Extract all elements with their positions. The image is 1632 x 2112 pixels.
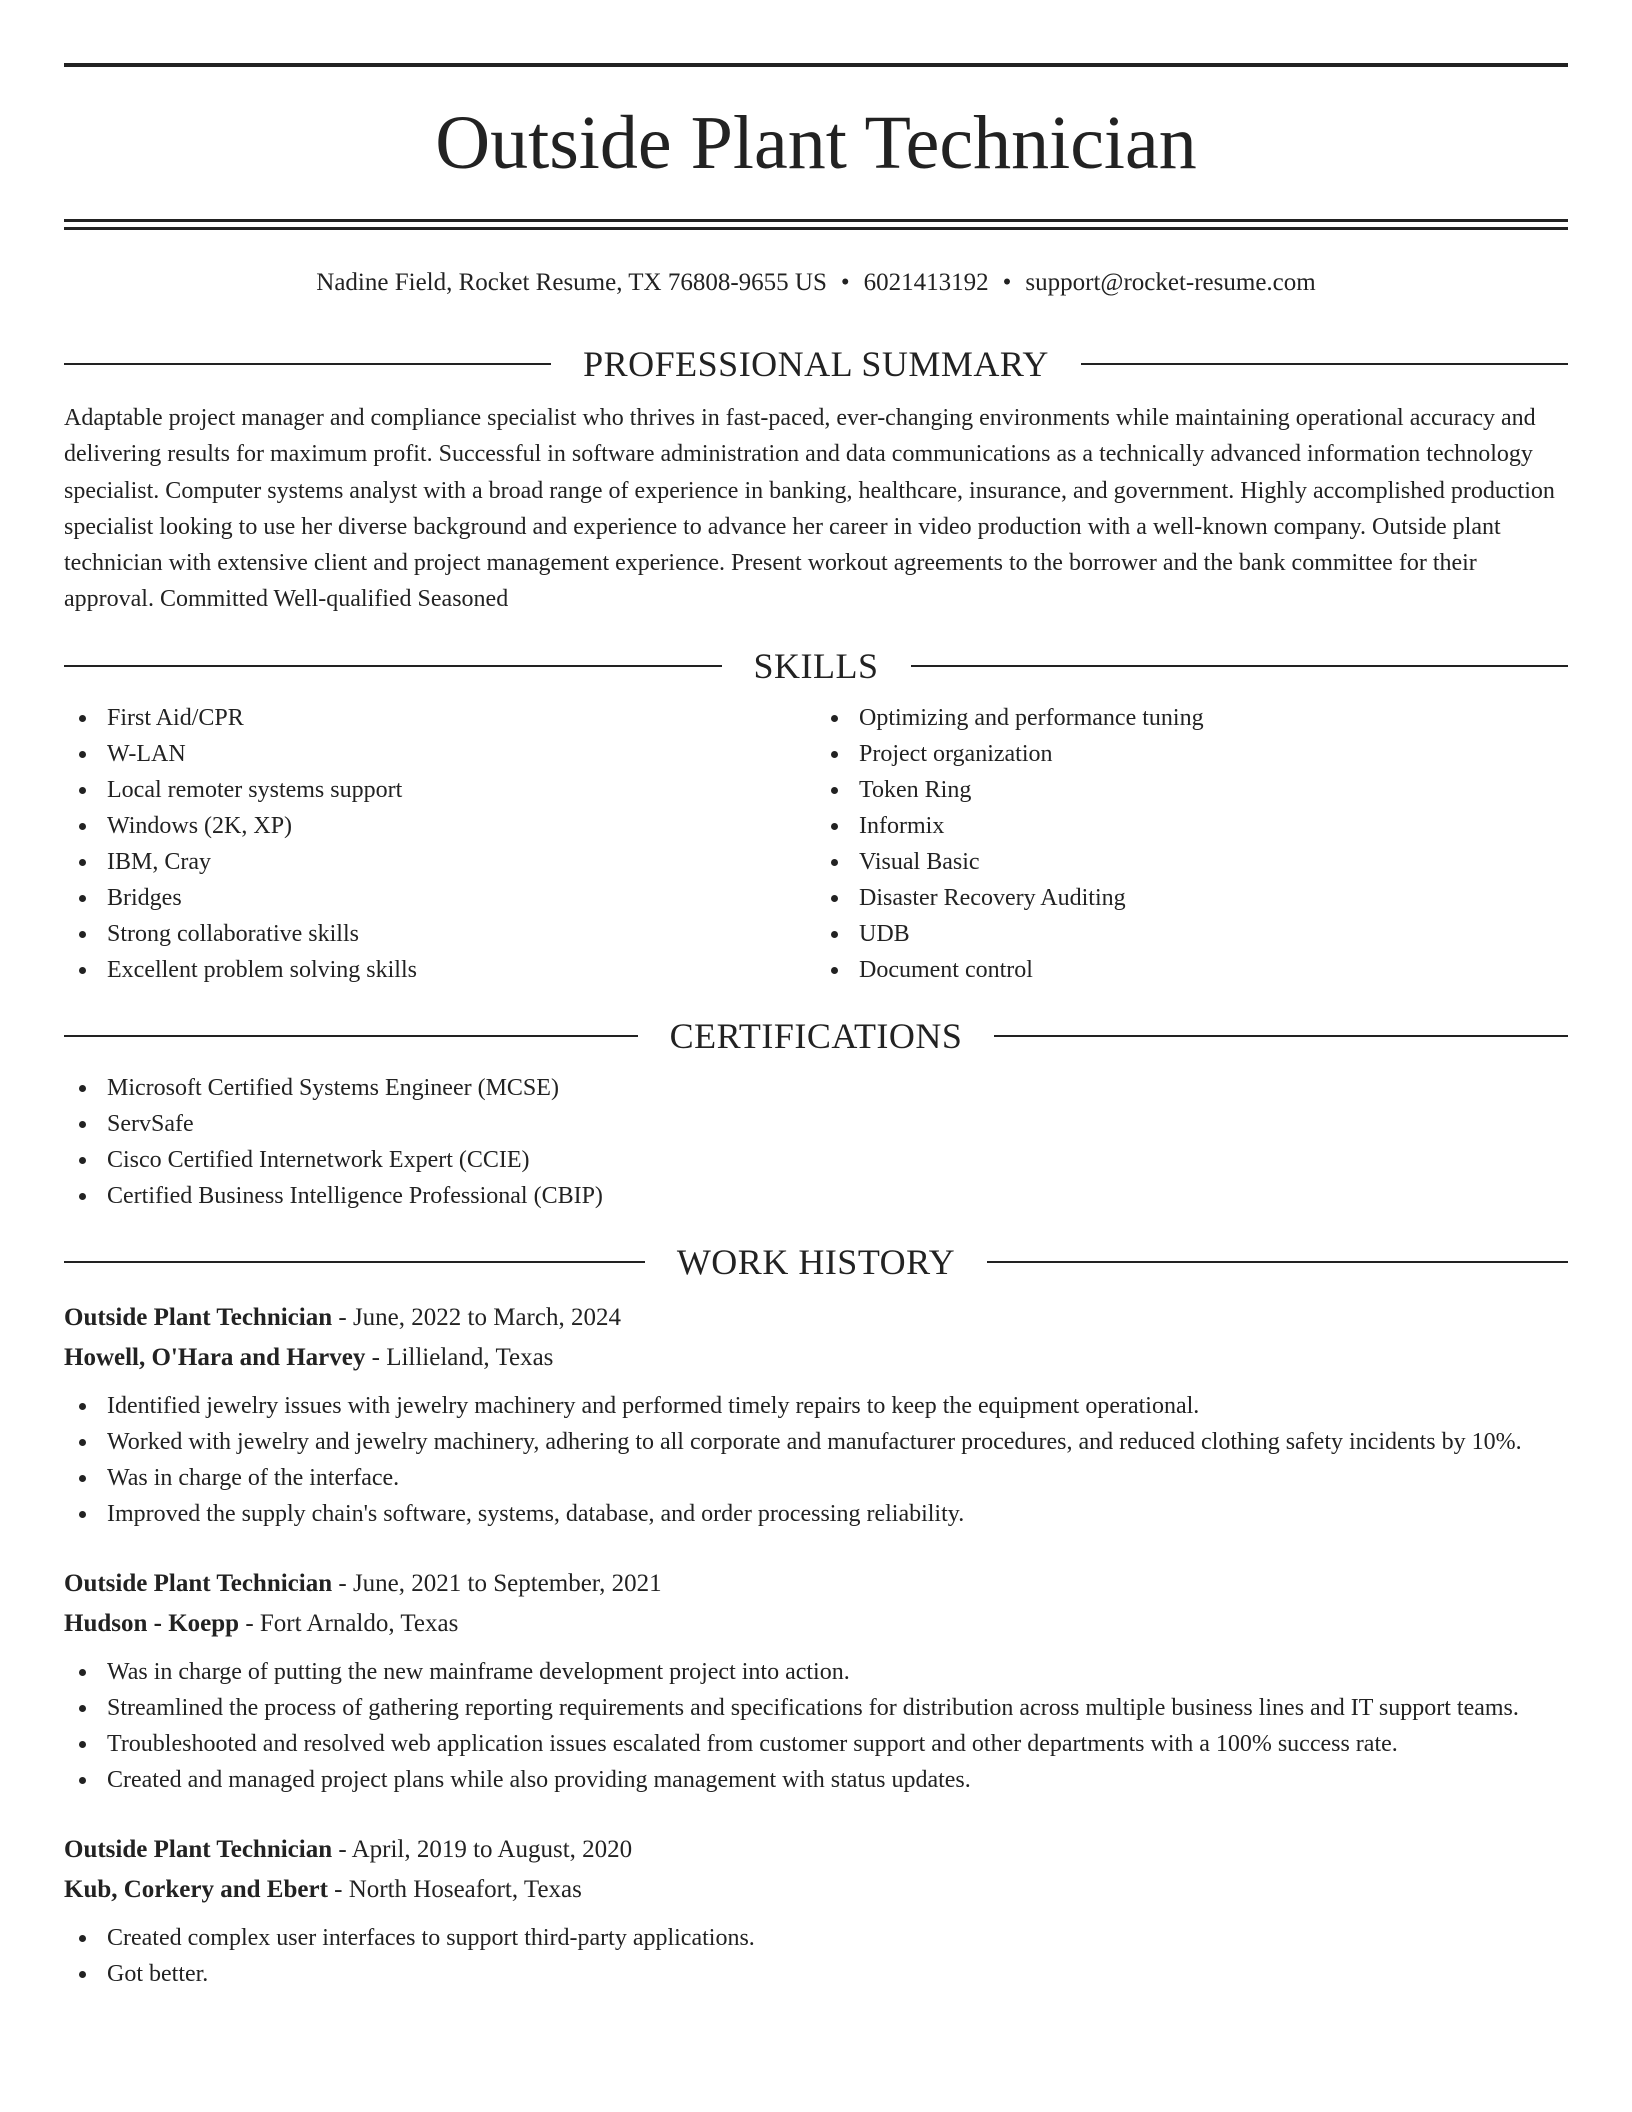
certifications-list bbox=[64, 1070, 1568, 1214]
section-rule bbox=[987, 1261, 1568, 1263]
summary-text: Adaptable project manager and compliance specialist who thrives in fast-paced, ever-changing environments while maintaining operational accuracy and delivering results for maximum profit. Successful in software administration and data communications as a technically advanced information technology specialist. Computer systems analyst with a broad range of experience in banking, healthcare, insurance, and government. Highly accomplished production specialist looking to use her diverse background and experience to advance her career in video production with a well-known company. Outside plant technician with extensive client and project management experience. Present workout agreements to the borrower and the bank committee for their approval. Committed Well-qualified Seasoned bbox=[64, 405, 1555, 613]
section-header-work-history bbox=[64, 1241, 1568, 1282]
work-history-list bbox=[64, 1298, 1568, 1992]
contact-email: support@rocket-resume.com bbox=[1025, 269, 1316, 296]
contact-line bbox=[64, 267, 1568, 299]
section-header-summary bbox=[64, 346, 1568, 382]
job-bullet: Identified jewelry issues with jewelry machinery and performed timely repairs to keep the equipment operational. bbox=[107, 1388, 1568, 1424]
certification-item: ServSafe bbox=[107, 1106, 1568, 1142]
contact-address: Nadine Field, Rocket Resume, TX 76808-9655 US bbox=[316, 269, 827, 296]
job-bullet: Got better. bbox=[107, 1956, 1568, 1992]
section-header-certifications bbox=[64, 1015, 1568, 1056]
job-company-line bbox=[64, 1338, 1568, 1378]
job-bullet: Troubleshooted and resolved web application issues escalated from customer support and other departments with a 100% success rate. bbox=[107, 1726, 1568, 1762]
job-bullets bbox=[64, 1654, 1568, 1798]
job-bullets bbox=[64, 1388, 1568, 1532]
job-company-line bbox=[64, 1604, 1568, 1644]
section-rule bbox=[64, 1035, 638, 1037]
contact-phone: 6021413192 bbox=[863, 269, 989, 296]
skill-item: Local remoter systems support bbox=[107, 772, 816, 808]
section-title-skills: SKILLS bbox=[753, 645, 879, 686]
section-header-skills bbox=[64, 645, 1568, 686]
certification-item: Microsoft Certified Systems Engineer (MCSE) bbox=[107, 1070, 1568, 1106]
section-title-summary: PROFESSIONAL SUMMARY bbox=[583, 344, 1049, 384]
section-rule bbox=[994, 1035, 1568, 1037]
section-title-work-history: WORK HISTORY bbox=[676, 1241, 956, 1282]
section-rule bbox=[64, 665, 722, 667]
skill-item: Optimizing and performance tuning bbox=[859, 700, 1568, 736]
certification-item: Certified Business Intelligence Professional (CBIP) bbox=[107, 1178, 1568, 1214]
skills-list-left bbox=[64, 700, 816, 988]
job-company: Kub, Corkery and Ebert bbox=[64, 1875, 328, 1903]
job-dates: - June, 2022 to March, 2024 bbox=[332, 1303, 621, 1331]
job-bullet: Was in charge of the interface. bbox=[107, 1460, 1568, 1496]
skill-item: Strong collaborative skills bbox=[107, 916, 816, 952]
job-location: - North Hoseafort, Texas bbox=[327, 1875, 582, 1903]
job-title-line bbox=[64, 1830, 1568, 1870]
contact-separator: • bbox=[840, 269, 850, 296]
job-dates: - April, 2019 to August, 2020 bbox=[332, 1835, 633, 1863]
job-dates: - June, 2021 to September, 2021 bbox=[332, 1569, 662, 1597]
job-location: - Fort Arnaldo, Texas bbox=[239, 1609, 459, 1637]
skill-item: Bridges bbox=[107, 880, 816, 916]
skill-item: Visual Basic bbox=[859, 844, 1568, 880]
skill-item: W-LAN bbox=[107, 736, 816, 772]
job-bullet: Created complex user interfaces to support third-party applications. bbox=[107, 1920, 1568, 1956]
job-bullet: Worked with jewelry and jewelry machinery, adhering to all corporate and manufacturer procedures, and reduced clothing safety incidents by 10%. bbox=[107, 1424, 1568, 1460]
skill-item: Document control bbox=[859, 952, 1568, 988]
job-entry bbox=[64, 1830, 1568, 1992]
certification-item: Cisco Certified Internetwork Expert (CCIE) bbox=[107, 1142, 1568, 1178]
job-title: Outside Plant Technician bbox=[64, 1569, 333, 1597]
job-bullet: Was in charge of putting the new mainframe development project into action. bbox=[107, 1654, 1568, 1690]
skill-item: Informix bbox=[859, 808, 1568, 844]
skills-columns bbox=[64, 700, 1568, 988]
job-title-line bbox=[64, 1298, 1568, 1338]
top-rule bbox=[64, 63, 1568, 67]
job-entry bbox=[64, 1298, 1568, 1532]
job-bullet: Created and managed project plans while also providing management with status updates. bbox=[107, 1762, 1568, 1798]
resume-title: Outside Plant Technician bbox=[435, 101, 1197, 185]
skill-item: Project organization bbox=[859, 736, 1568, 772]
job-bullet: Streamlined the process of gathering reporting requirements and specifications for distribution across multiple business lines and IT support teams. bbox=[107, 1690, 1568, 1726]
skill-item: IBM, Cray bbox=[107, 844, 816, 880]
contact-separator: • bbox=[1002, 269, 1012, 296]
section-rule bbox=[1081, 363, 1568, 365]
skill-item: Windows (2K, XP) bbox=[107, 808, 816, 844]
skills-list-right bbox=[816, 700, 1568, 988]
skill-item: Excellent problem solving skills bbox=[107, 952, 816, 988]
job-bullet: Improved the supply chain's software, systems, database, and order processing reliability. bbox=[107, 1496, 1568, 1532]
section-rule bbox=[911, 665, 1569, 667]
skill-item: UDB bbox=[859, 916, 1568, 952]
job-company: Hudson - Koepp bbox=[64, 1609, 240, 1637]
skill-item: First Aid/CPR bbox=[107, 700, 816, 736]
job-company: Howell, O'Hara and Harvey bbox=[64, 1343, 366, 1371]
job-company-line bbox=[64, 1870, 1568, 1910]
section-rule bbox=[64, 1261, 645, 1263]
job-entry bbox=[64, 1564, 1568, 1798]
job-bullets bbox=[64, 1920, 1568, 1992]
skill-item: Disaster Recovery Auditing bbox=[859, 880, 1568, 916]
section-title-certifications: CERTIFICATIONS bbox=[669, 1015, 963, 1056]
job-location: - Lillieland, Texas bbox=[365, 1343, 554, 1371]
skill-item: Token Ring bbox=[859, 772, 1568, 808]
job-title-line bbox=[64, 1564, 1568, 1604]
title-double-rule bbox=[64, 219, 1568, 230]
job-title: Outside Plant Technician bbox=[64, 1303, 333, 1331]
section-rule bbox=[64, 363, 551, 365]
job-title: Outside Plant Technician bbox=[64, 1835, 333, 1863]
